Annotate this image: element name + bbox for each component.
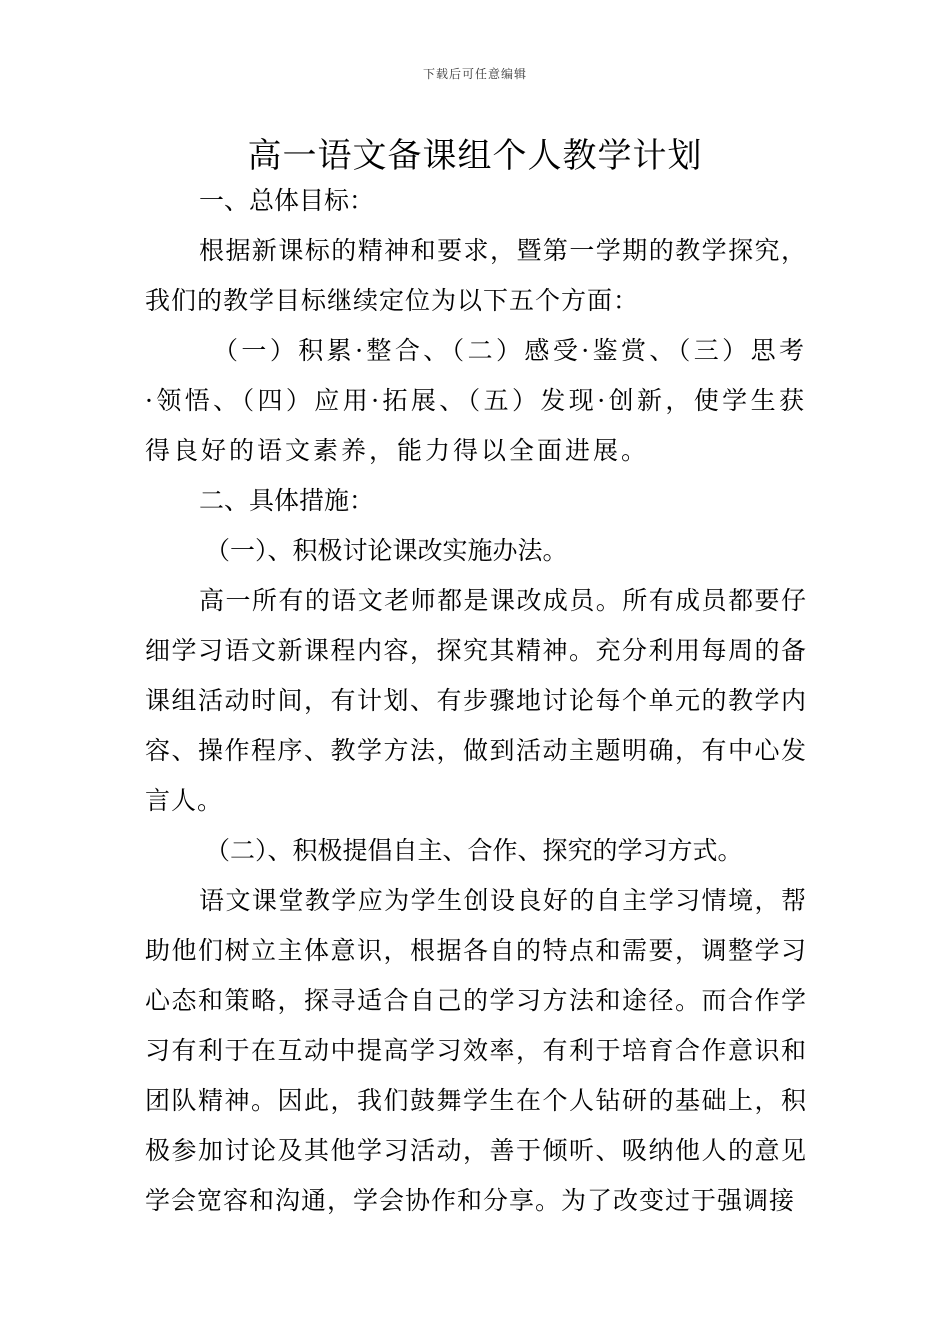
paragraph-five-aspects: （一）积累·整合、（二）感受·鉴赏、（三）思考·领悟、（四）应用·拓展、（五）发现·创新，使学生获得良好的语文素养，能力得以全面进展。 (145, 336, 807, 465)
subheading-curriculum-reform: （一）、积极讨论课改实施办法。 (205, 536, 568, 565)
document-body (145, 176, 807, 1226)
paragraph-goals-intro: 根据新课标的精神和要求，暨第一学期的教学探究，我们的教学目标继续定位为以下五个方面： (145, 236, 807, 315)
section-heading-measures: 二、具体措施： (199, 486, 375, 515)
paragraph-curriculum-reform: 高一所有的语文老师都是课改成员。所有成员都要仔细学习语文新课程内容，探究其精神。充分利用每周的备课组活动时间，有计划、有步骤地讨论每个单元的教学内容、操作程序、教学方法，做到活动主题明确，有中心发言人。 (145, 586, 807, 815)
document-title: 高一语文备课组个人教学计划 (247, 136, 703, 176)
paragraph-learning-style: 语文课堂教学应为学生创设良好的自主学习情境，帮助他们树立主体意识，根据各自的特点和需要，调整学习心态和策略，探寻适合自己的学习方法和途径。而合作学习有利于在互动中提高学习效率，有利于培育合作意识和团队精神。因此，我们鼓舞学生在个人钻研的基础上，积极参加讨论及其他学习活动，善于倾听、吸纳他人的意见学会宽容和沟通，学会协作和分享。为了改变过于强调接 (145, 886, 807, 1215)
header-note: 下载后可任意编辑 (422, 67, 527, 81)
subheading-learning-style: （二）、积极提倡自主、合作、探究的学习方式。 (205, 836, 743, 865)
section-heading-goals: 一、总体目标： (199, 186, 375, 215)
